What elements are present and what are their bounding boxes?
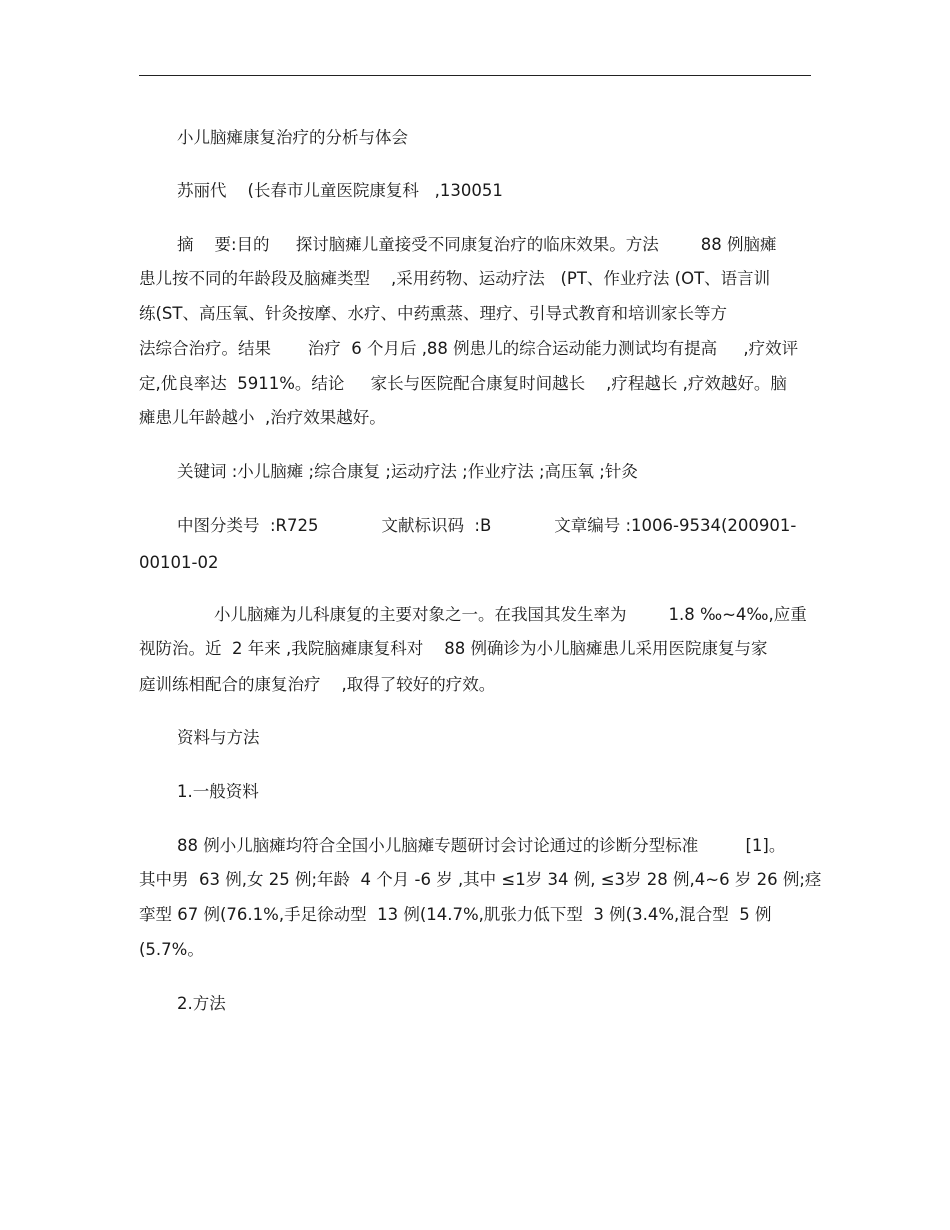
data-line: 其中男 63 例,女 25 例;年龄 4 个月 -6 岁 ,其中 ≤1岁 34 例, ≤3岁 28 例,4~6 岁 26 例;痉 xyxy=(139,870,822,889)
abstract-line: 法综合治疗。结果 治疗 6 个月后 ,88 例患儿的综合运动能力测试均有提高 ,疗效评 xyxy=(139,339,799,358)
intro-line: 小儿脑瘫为儿科康复的主要对象之一。在我国其发生率为 1.8 ‰~4‰,应重 xyxy=(214,605,807,624)
abstract-line: 患儿按不同的年龄段及脑瘫类型 ,采用药物、运动疗法 (PT、作业疗法 (OT、语言训 xyxy=(139,269,771,288)
data-line: (5.7%。 xyxy=(139,940,204,959)
abstract-line: 瘫患儿年龄越小 ,治疗效果越好。 xyxy=(139,408,386,427)
classification-line: 00101-02 xyxy=(139,553,219,572)
author-line: 苏丽代 (长春市儿童医院康复科 ,130051 xyxy=(177,181,503,200)
data-line: 挛型 67 例(76.1%,手足徐动型 13 例(14.7%,肌张力低下型 3 例(3.4%,混合型 5 例 xyxy=(139,905,772,924)
document-title: 小儿脑瘫康复治疗的分析与体会 xyxy=(177,128,408,147)
data-line: 88 例小儿脑瘫均符合全国小儿脑瘫专题研讨会讨论通过的诊断分型标准 [1]。 xyxy=(177,836,786,855)
abstract-line: 练(ST、高压氧、针灸按摩、水疗、中药熏蒸、理疗、引导式教育和培训家长等方 xyxy=(139,304,727,323)
abstract-line: 摘 要:目的 探讨脑瘫儿童接受不同康复治疗的临床效果。方法 88 例脑瘫 xyxy=(177,235,777,254)
keywords-line: 关键词 :小儿脑瘫 ;综合康复 ;运动疗法 ;作业疗法 ;高压氧 ;针灸 xyxy=(177,462,638,481)
intro-line: 视防治。近 2 年来 ,我院脑瘫康复科对 88 例确诊为小儿脑瘫患儿采用医院康复与家 xyxy=(139,639,768,658)
subsection-heading: 2.方法 xyxy=(177,994,226,1013)
intro-line: 庭训练相配合的康复治疗 ,取得了较好的疗效。 xyxy=(139,675,496,694)
subsection-heading: 1.一般资料 xyxy=(177,782,259,801)
section-heading: 资料与方法 xyxy=(177,728,260,747)
classification-line: 中图分类号 :R725 文献标识码 :B 文章编号 :1006-9534(200901- xyxy=(177,516,797,535)
header-rule xyxy=(139,75,811,76)
abstract-line: 定,优良率达 5911%。结论 家长与医院配合康复时间越长 ,疗程越长 ,疗效越好。脑 xyxy=(139,374,787,393)
